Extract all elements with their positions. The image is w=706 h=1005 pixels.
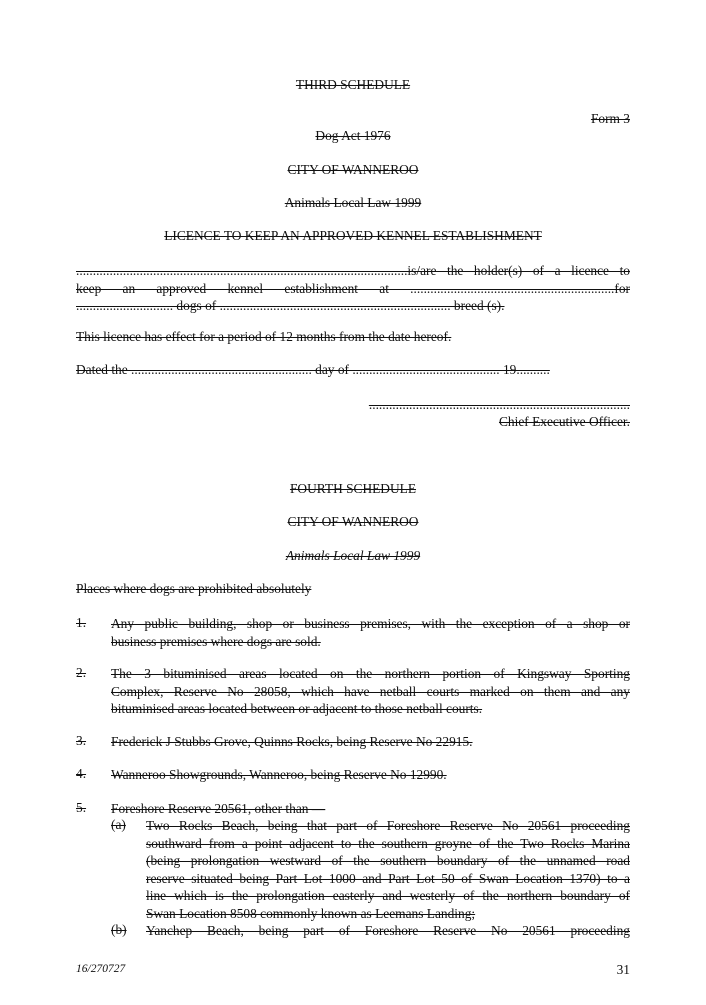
item-number: 2. [76,665,87,680]
signature-line: .............................................................................. [368,397,630,412]
para-line: ...................................................................................................is/are the holder(s) of a licence to [76,263,630,278]
city-title: CITY OF WANNEROO [287,514,419,529]
subitem-line: reserve situated being Part Lot 1000 and Part Lot 50 of Swan Location 1370) to a [146,870,630,886]
form-label: Form 3 [590,111,630,126]
subitem-number: (b) [111,922,127,937]
subitem-line: southward from a point adjacent to the southern groyne of the Two Rocks Marina [146,835,630,851]
subitem-line: Yanchep Beach, being part of Foreshore Reserve No 20561 proceeding [146,923,630,938]
list-subitem [146,817,630,922]
para-line: keep an approved kennel establishment at .............................................................for [76,280,630,296]
item-line: Foreshore Reserve 20561, other than — [111,801,326,816]
document-reference: 16/270727 [76,963,126,975]
city-title: CITY OF WANNEROO [287,162,419,177]
local-law-title: Animals Local Law 1999 [285,548,421,563]
page-number: 31 [616,962,630,977]
licence-paragraph [76,262,630,315]
subitem-line: Swan Location 8508 commonly known as Leemans Landing; [146,905,476,921]
licence-title: LICENCE TO KEEP AN APPROVED KENNEL ESTABLISHMENT [164,228,542,243]
subitem-line: line which is the prolongation easterly and westerly of the northern boundary of [146,888,630,903]
para-line: ............................. dogs of ..................................................................... breed (s). [76,298,505,313]
list-item [111,615,630,650]
list-item [111,665,630,718]
item-line: Any public building, shop or business premises, with the exception of a shop or [111,616,630,631]
local-law-title: Animals Local Law 1999 [284,195,422,210]
subitem-line: (being prolongation westward of the southern boundary of the unnamed road [146,853,630,868]
subitem-number: (a) [111,817,126,832]
licence-effect: This licence has effect for a period of 12 months from the date hereof. [76,329,452,344]
item-number: 4. [76,766,87,781]
item-line: The 3 bituminised areas located on the northern portion of Kingsway Sporting [111,666,630,681]
item-number: 1. [76,615,87,630]
item-line: Complex, Reserve No 28058, which have netball courts marked on them and any [111,683,630,699]
item-line: Wanneroo Showgrounds, Wanneroo, being Reserve No 12990. [111,767,447,782]
dated-line: Dated the ...................................................... day of ............................................ 19.......... [76,362,550,377]
signatory: Chief Executive Officer. [498,414,630,429]
item-line: business premises where dogs are sold. [111,633,321,649]
third-schedule-heading: THIRD SCHEDULE [295,77,411,92]
subitem-line: Two Rocks Beach, being that part of Foreshore Reserve No 20561 proceeding [146,818,630,833]
item-number: 3. [76,733,87,748]
act-title: Dog Act 1976 [315,128,391,143]
item-number: 5. [76,800,87,815]
prohibited-intro: Places where dogs are prohibited absolutely [76,581,312,596]
list-subitem [146,922,630,940]
item-line: Frederick J Stubbs Grove, Quinns Rocks, being Reserve No 22915. [111,734,473,749]
item-line: bituminised areas located between or adjacent to those netball courts. [111,701,483,716]
fourth-schedule-heading: FOURTH SCHEDULE [289,481,417,496]
